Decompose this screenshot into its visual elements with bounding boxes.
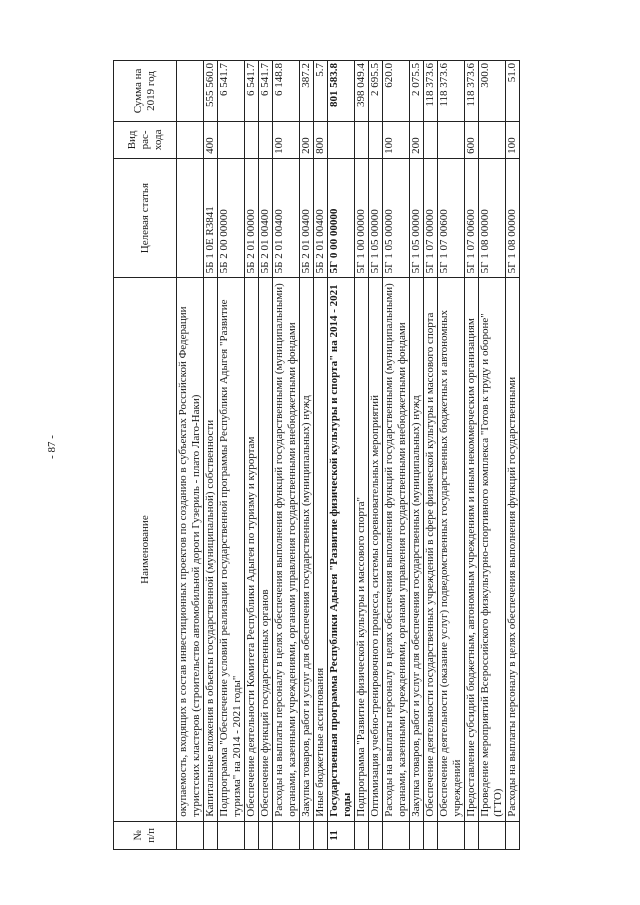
cell-code: 5Б 1 0Е R3841 [204,158,218,278]
cell-name: Подпрограмма "Развитие физической культуры и массового спорта" [355,278,369,821]
cell-vr [438,121,465,158]
table-row [410,61,424,850]
cell-sum: 300.0 [479,61,506,122]
cell-name: окупаемость, входящих в состав инвестиционных проектов по созданию в субъектах Российской Федерации туристских кластеров (строительство автомобильной дороги Гузериль - плато Лаго-Наки) [177,278,204,821]
cell-name: Обеспечение деятельности (оказание услуг) подведомственных государственных бюджетных и автономных учреждений [438,278,465,821]
cell-num [424,821,438,849]
cell-name: Обеспечение функций государственных органов [259,278,273,821]
header-code: Целевая статья [114,158,177,278]
cell-num [369,821,383,849]
cell-num [314,821,328,849]
cell-sum: 6 541.7 [245,61,259,122]
budget-table-container [113,60,613,850]
table-row [259,61,273,850]
cell-sum: 387.2 [300,61,314,122]
cell-sum: 6 541.7 [259,61,273,122]
cell-vr [328,121,355,158]
table-header-row [114,61,177,850]
cell-code: 5Г 1 00 00000 [355,158,369,278]
cell-name: Подпрограмма "Обеспечение условий реализации государственной программы Республики Адыгея "Развитие туризма" на 2014 - 2021 годы" [218,278,245,821]
header-vr: Вид рас-хода [114,121,177,158]
cell-vr: 200 [300,121,314,158]
cell-num [300,821,314,849]
cell-code: 5Б 2 01 00400 [314,158,328,278]
cell-sum: 398 049.4 [355,61,369,122]
table-row [355,61,369,850]
cell-code: 5Г 1 07 00000 [424,158,438,278]
table-row [438,61,465,850]
cell-vr [424,121,438,158]
table-row [465,61,479,850]
cell-vr: 100 [273,121,300,158]
cell-name: Иные бюджетные ассигнования [314,278,328,821]
budget-table [113,60,520,850]
cell-sum: 2 695.5 [369,61,383,122]
cell-vr: 800 [314,121,328,158]
cell-code [177,158,204,278]
cell-vr [218,121,245,158]
page-number: - 87 - [46,435,58,459]
cell-vr [259,121,273,158]
table-row [314,61,328,850]
cell-sum: 2 075.5 [410,61,424,122]
cell-num [465,821,479,849]
header-name: Наименование [114,278,177,821]
cell-num [355,821,369,849]
cell-code: 5Г 1 07 00600 [438,158,465,278]
cell-name: Оптимизация учебно-тренировочного процесса, системы соревновательных мероприятий [369,278,383,821]
cell-vr: 100 [506,121,520,158]
cell-code: 5Б 2 00 00000 [218,158,245,278]
table-row [479,61,506,850]
table-row [369,61,383,850]
cell-code: 5Г 1 05 00000 [383,158,410,278]
cell-vr [177,121,204,158]
table-row [506,61,520,850]
table-row [383,61,410,850]
cell-sum: 118 373.6 [424,61,438,122]
cell-name: Обеспечение деятельности Комитета Республики Адыгея по туризму и курортам [245,278,259,821]
cell-sum: 6 148.8 [273,61,300,122]
cell-num [273,821,300,849]
cell-code: 5Г 1 05 00000 [410,158,424,278]
cell-num [259,821,273,849]
cell-num [177,821,204,849]
cell-name: Расходы на выплаты персоналу в целях обеспечения выполнения функций государственными (муниципальными) органами, казенными учреждениями, органами управления государственными внебюджетными фондами [273,278,300,821]
table-row [177,61,204,850]
cell-sum: 620.0 [383,61,410,122]
cell-sum [177,61,204,122]
cell-name: Обеспечение деятельности государственных учреждений в сфере физической культуры и массового спорта [424,278,438,821]
cell-name: Предоставление субсидий бюджетным, автономным учреждениям и иным некоммерческим организациям [465,278,479,821]
header-num: № п/п [114,821,177,849]
cell-num: 11 [328,821,355,849]
cell-name: Капитальные вложения в объекты государственной (муниципальной) собственности [204,278,218,821]
cell-num [438,821,465,849]
cell-code: 5Б 2 01 00400 [300,158,314,278]
cell-num [410,821,424,849]
cell-vr: 600 [465,121,479,158]
cell-sum: 118 373.6 [438,61,465,122]
table-row [204,61,218,850]
cell-sum: 51.0 [506,61,520,122]
cell-name: Расходы на выплаты персоналу в целях обеспечения выполнения функций государственными (муниципальными) органами, казенными учреждениями, органами управления государственными внебюджетными фондами [383,278,410,821]
cell-code: 5Б 2 01 00000 [245,158,259,278]
cell-name: Закупка товаров, работ и услуг для обеспечения государственных (муниципальных) нужд [300,278,314,821]
cell-code: 5Г 1 08 00000 [479,158,506,278]
cell-vr [369,121,383,158]
cell-sum: 5.7 [314,61,328,122]
cell-name: Государственная программа Республики Адыгея "Развитие физической культуры и спорта" на 2014 - 2021 годы [328,278,355,821]
cell-name: Расходы на выплаты персоналу в целях обеспечения выполнения функций государственными [506,278,520,821]
table-row [273,61,300,850]
table-row [300,61,314,850]
cell-code: 5Г 0 00 00000 [328,158,355,278]
cell-vr: 100 [383,121,410,158]
cell-num [218,821,245,849]
cell-name: Проведение мероприятий Всероссийского физкультурно-спортивного комплекса "Готов к труду и обороне" (ГТО) [479,278,506,821]
cell-vr [355,121,369,158]
cell-name: Закупка товаров, работ и услуг для обеспечения государственных (муниципальных) нужд [410,278,424,821]
header-sum: Сумма на 2019 год [114,61,177,122]
cell-code: 5Б 2 01 00400 [273,158,300,278]
cell-vr [245,121,259,158]
cell-vr: 200 [410,121,424,158]
cell-num [204,821,218,849]
cell-code: 5Г 1 05 00000 [369,158,383,278]
cell-sum: 118 373.6 [465,61,479,122]
table-row [328,61,355,850]
cell-vr: 400 [204,121,218,158]
cell-vr [479,121,506,158]
cell-num [506,821,520,849]
table-body [177,61,520,850]
table-row [245,61,259,850]
cell-code: 5Г 1 08 00000 [506,158,520,278]
cell-code: 5Б 2 01 00400 [259,158,273,278]
cell-num [383,821,410,849]
cell-code: 5Г 1 07 00600 [465,158,479,278]
cell-num [479,821,506,849]
cell-num [245,821,259,849]
table-row [218,61,245,850]
table-row [424,61,438,850]
cell-sum: 6 541.7 [218,61,245,122]
cell-sum: 555 560.0 [204,61,218,122]
cell-sum: 801 583.8 [328,61,355,122]
